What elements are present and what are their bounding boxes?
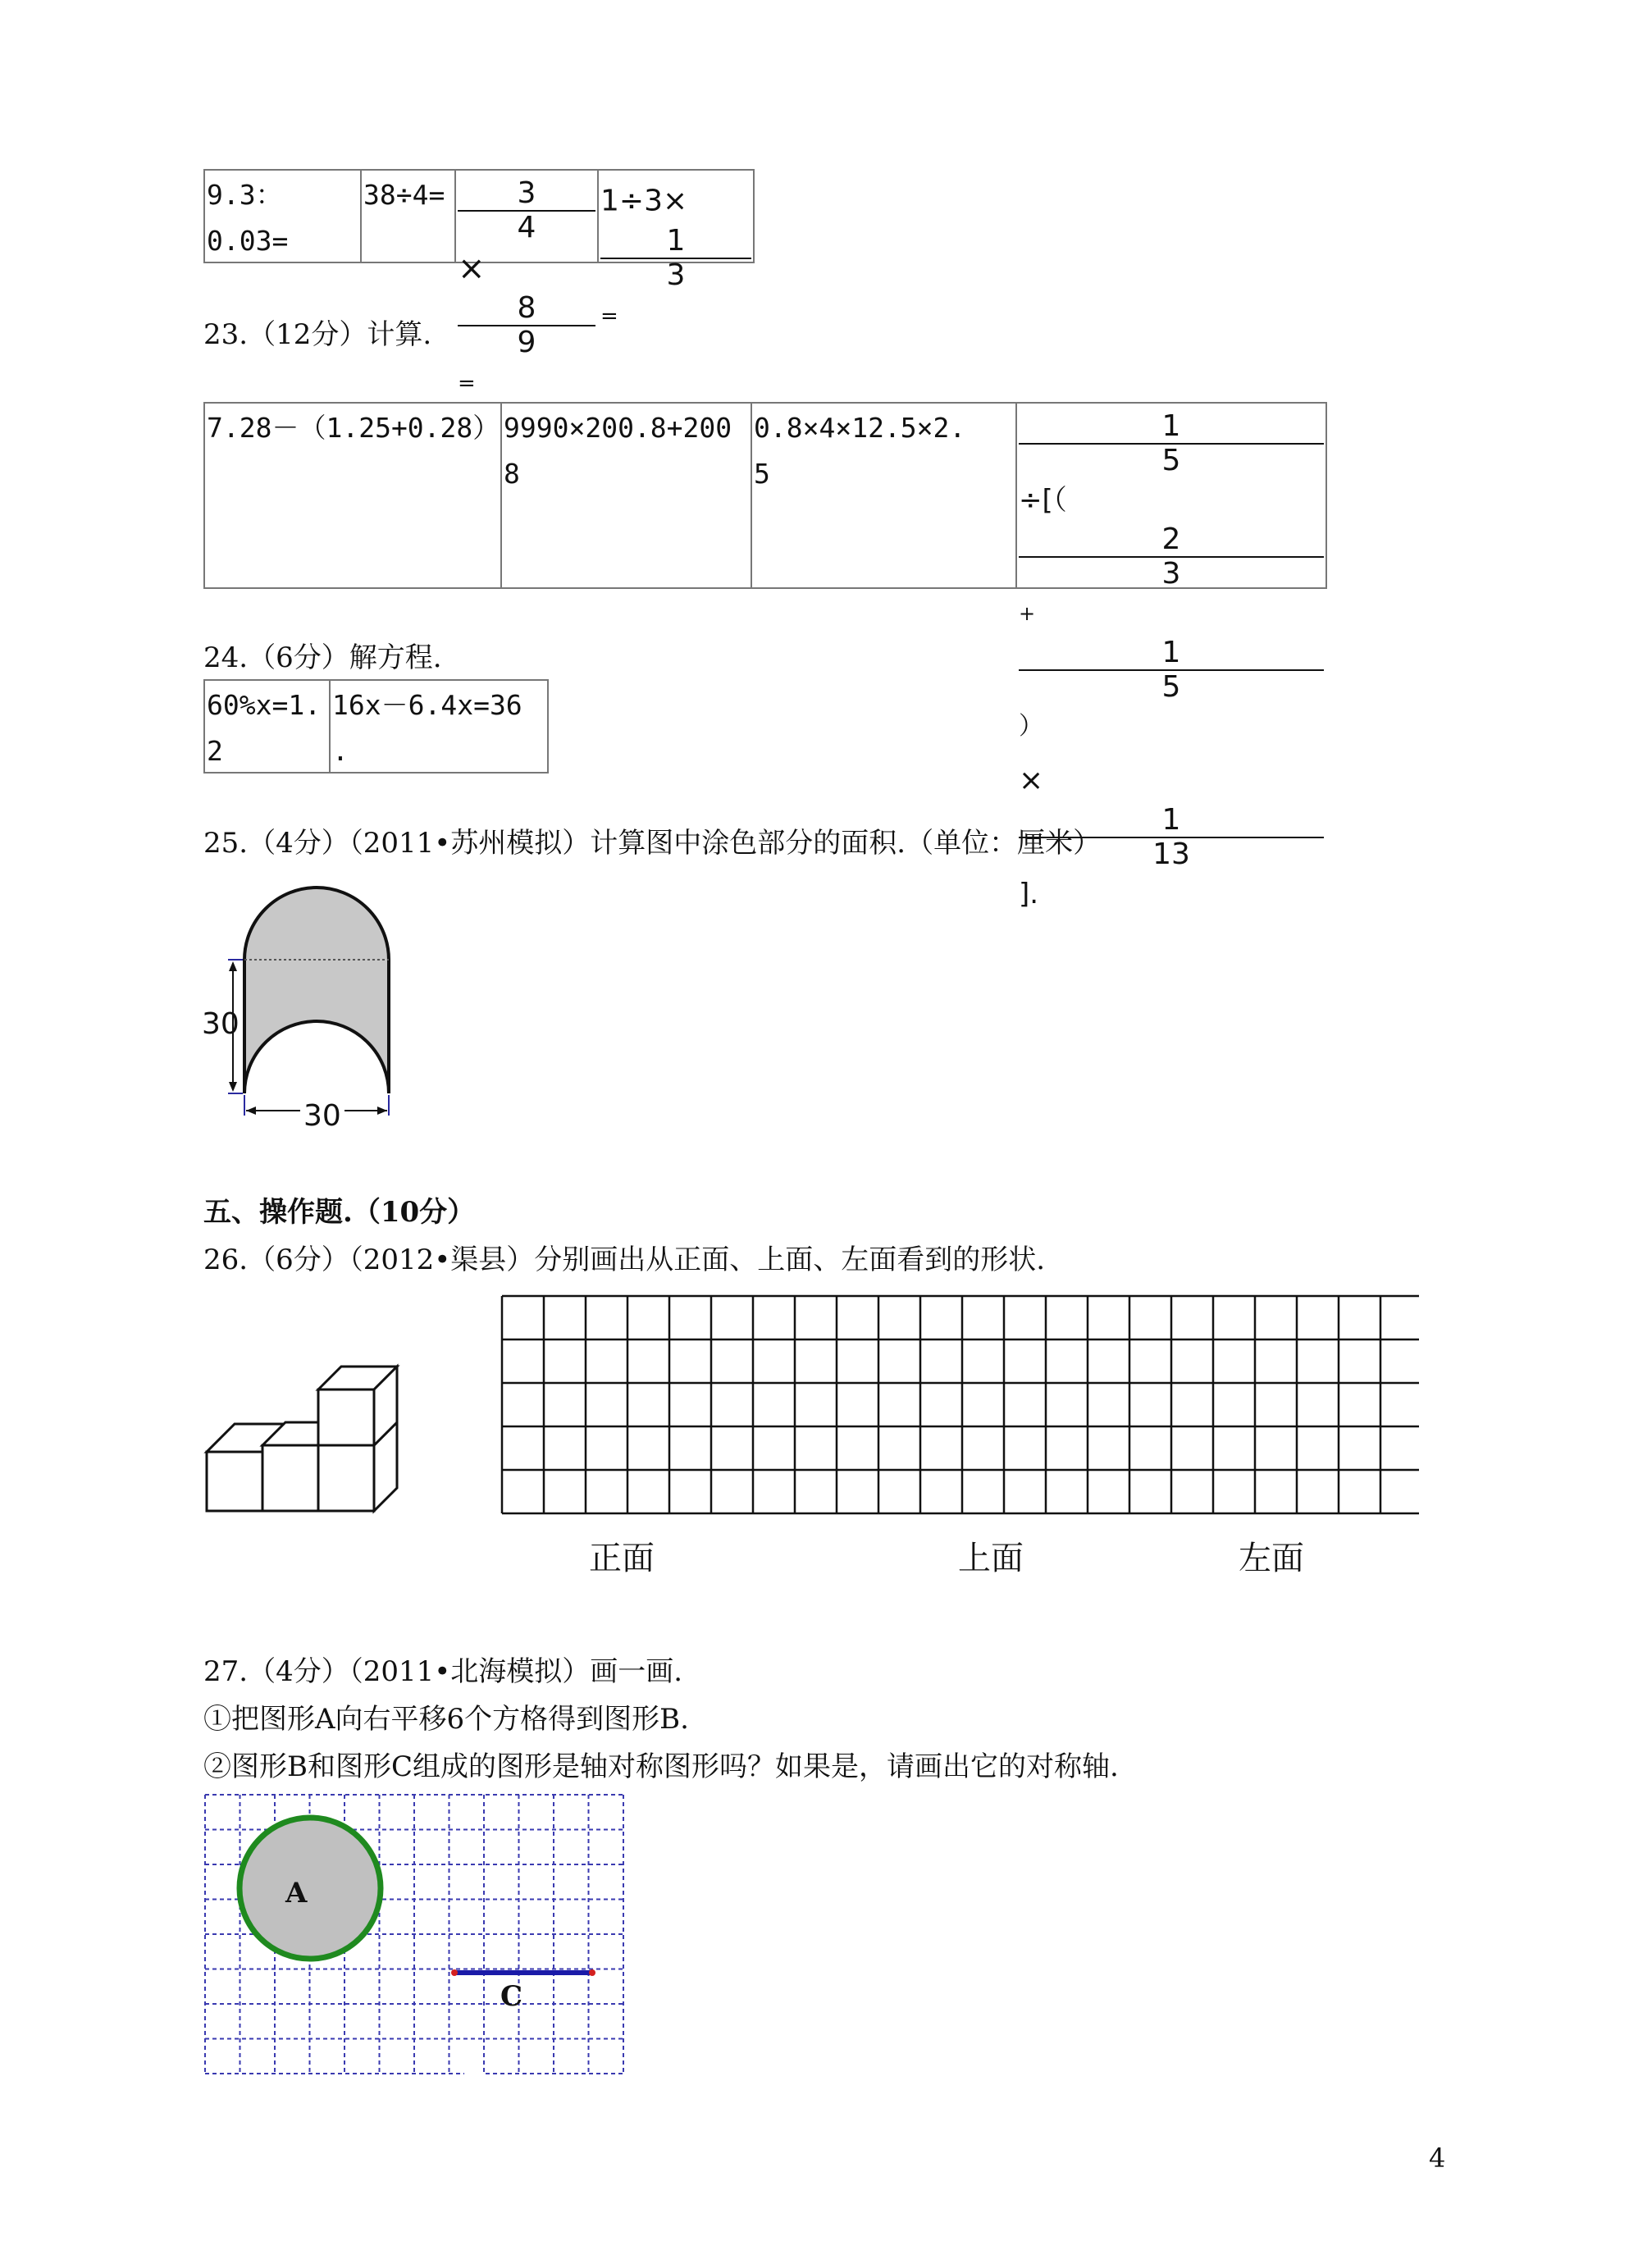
shape-a-label: A	[285, 1877, 308, 1910]
q26-cube-stack	[197, 1353, 427, 1526]
fraction: 3 4	[458, 177, 595, 244]
fraction: 8 9	[458, 292, 595, 359]
shape-c-label: C	[500, 1980, 523, 2013]
fraction: 1 5	[1019, 637, 1324, 704]
fraction: 1 3	[600, 225, 751, 292]
q26-heading: 26.（6分）（2012•渠县）分别画出从正面、上面、左面看到的形状.	[203, 1244, 1046, 1276]
q25-width-label: 30	[300, 1099, 344, 1133]
q27-dashed-grid	[203, 1793, 638, 2080]
q24-cell-2: 16x－6.4x=36 .	[329, 679, 549, 773]
q23-cell-3: 0.8×4×12.5×2. 5	[751, 402, 1017, 589]
fraction: 1 13	[1019, 804, 1324, 871]
q27-item-2: ②图形B和图形C组成的图形是轴对称图形吗？如果是，请画出它的对称轴.	[203, 1750, 1119, 1783]
q23-cell-2: 9990×200.8+200 8	[500, 402, 752, 589]
q24-cell-1: 60%x=1. 2	[203, 679, 331, 773]
fraction: 2 3	[1019, 523, 1324, 591]
q24-heading: 24.（6分）解方程.	[203, 641, 442, 674]
q23-cell-4: 1 5 ÷[（ 2 3 + 1 5 ） × 1 13 ].	[1015, 402, 1327, 589]
section-5-heading: 五、操作题.（10分）	[203, 1196, 476, 1229]
q25-height-label: 30	[202, 1007, 240, 1041]
q23-heading: 23.（12分）计算.	[203, 318, 432, 351]
q22-cell-3: 3 4 × 8 9 =	[454, 169, 599, 263]
q26-answer-grid	[500, 1294, 1419, 1517]
q26-label-top: 上面	[958, 1540, 1024, 1577]
q25-heading: 25.（4分）（2011•苏州模拟）计算图中涂色部分的面积.（单位：厘米）	[203, 827, 1102, 860]
page-number: 4	[1429, 2143, 1446, 2174]
shape-a-circle	[240, 1818, 381, 1959]
q22-cell-4: 1÷3× 1 3 =	[597, 169, 755, 263]
q27-heading: 27.（4分）（2011•北海模拟）画一画.	[203, 1655, 683, 1688]
q22-cell-1: 9.3：0.03=	[203, 169, 362, 263]
q25-shaded-figure	[195, 878, 400, 1132]
q27-item-1: ①把图形A向右平移6个方格得到图形B.	[203, 1703, 689, 1736]
q22-cell-2: 38÷4=	[360, 169, 456, 263]
q23-cell-1: 7.28－（1.25+0.28）	[203, 402, 502, 589]
q26-label-left: 左面	[1239, 1540, 1304, 1577]
fraction: 1 5	[1019, 410, 1324, 477]
shaded-region	[244, 888, 389, 1093]
q26-label-front: 正面	[589, 1540, 655, 1577]
